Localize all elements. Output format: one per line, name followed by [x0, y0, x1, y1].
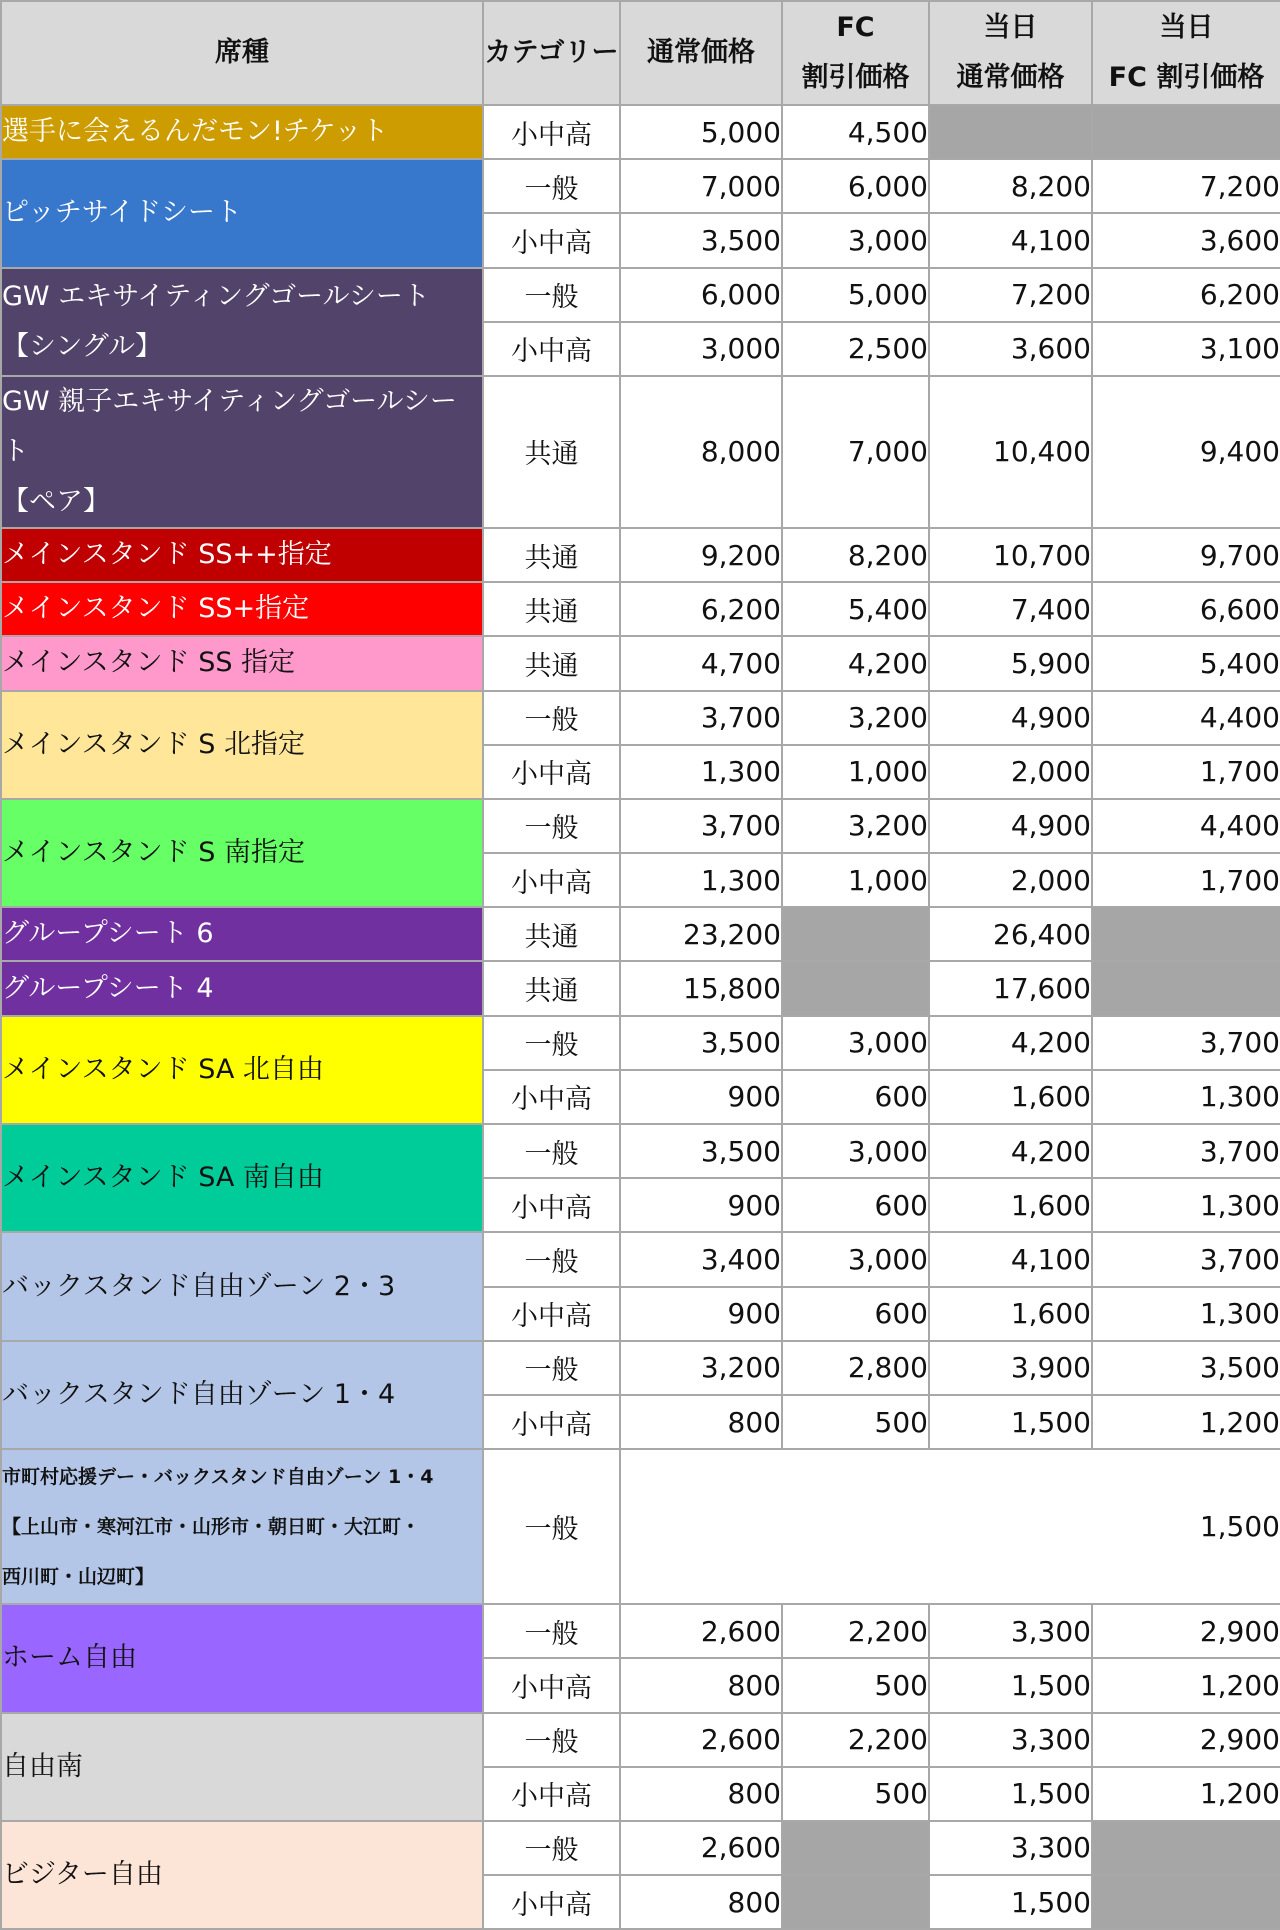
sameday-fc-price-cell: 9,400	[1092, 376, 1280, 528]
category-cell: 小中高	[483, 1658, 620, 1712]
header-sameday-regular	[929, 1, 1092, 105]
regular-price-cell: 7,000	[620, 159, 782, 213]
table-row	[1, 1016, 1280, 1070]
seat-type-label: メインスタンド S 南指定	[2, 837, 305, 869]
sameday-regular-price-cell: 17,600	[929, 961, 1092, 1015]
header-fc-line1: FC	[836, 12, 875, 43]
seat-type-cell	[1, 1449, 483, 1604]
seat-type-label: 【シングル】	[2, 330, 162, 362]
fc-price-cell: 2,200	[782, 1604, 929, 1658]
category-cell: 小中高	[483, 853, 620, 907]
sameday-regular-price-cell: 26,400	[929, 907, 1092, 961]
fc-price-cell: 2,200	[782, 1713, 929, 1767]
sameday-regular-price-cell: 4,200	[929, 1124, 1092, 1178]
table-row	[1, 582, 1280, 636]
header-category: カテゴリー	[483, 1, 620, 105]
seat-type-label: 【ペア】	[2, 485, 110, 517]
sameday-fc-price-cell: 1,300	[1092, 1070, 1280, 1124]
header-row	[1, 1, 1280, 105]
fc-price-cell: 3,000	[782, 1016, 929, 1070]
fc-price-cell: 5,000	[782, 268, 929, 322]
seat-type-label: バックスタンド自由ゾーン 1・4	[2, 1378, 396, 1410]
seat-type-cell	[1, 799, 483, 907]
table-row	[1, 799, 1280, 853]
fc-price-cell: 1,000	[782, 853, 929, 907]
category-cell: 一般	[483, 159, 620, 213]
seat-type-label: ビジター自由	[2, 1859, 163, 1891]
seat-type-cell	[1, 376, 483, 528]
fc-price-cell: 7,000	[782, 376, 929, 528]
sameday-fc-price-cell: 1,700	[1092, 745, 1280, 799]
regular-price-cell: 3,200	[620, 1341, 782, 1395]
regular-price-cell: 2,600	[620, 1821, 782, 1875]
sameday-fc-price-cell: 1,200	[1092, 1395, 1280, 1449]
sameday-regular-price-cell: 7,200	[929, 268, 1092, 322]
seat-type-label: ピッチサイドシート	[2, 197, 243, 229]
seat-type-cell	[1, 528, 483, 582]
sameday-regular-price-cell: 1,500	[929, 1395, 1092, 1449]
regular-price-cell: 3,500	[620, 213, 782, 267]
sameday-fc-price-cell: 3,600	[1092, 213, 1280, 267]
regular-price-cell: 800	[620, 1875, 782, 1929]
table-row	[1, 961, 1280, 1015]
seat-type-label: メインスタンド SA 南自由	[2, 1162, 324, 1194]
category-cell: 共通	[483, 376, 620, 528]
regular-price-cell: 8,000	[620, 376, 782, 528]
sameday-regular-price-cell: 7,400	[929, 582, 1092, 636]
table-row	[1, 1124, 1280, 1178]
sameday-regular-price-cell: 4,200	[929, 1016, 1092, 1070]
regular-price-cell: 900	[620, 1287, 782, 1341]
header-fc-discount	[782, 1, 929, 105]
header-sameday-fc-line2: FC 割引価格	[1108, 62, 1265, 93]
seat-type-label: メインスタンド SS 指定	[2, 647, 296, 679]
regular-price-cell: 3,000	[620, 322, 782, 376]
unavailable-cell	[782, 1875, 929, 1929]
seat-type-label: 選手に会えるんだモン!チケット	[2, 116, 389, 148]
category-cell: 一般	[483, 1713, 620, 1767]
header-sameday-fc	[1092, 1, 1280, 105]
regular-price-cell: 3,700	[620, 799, 782, 853]
regular-price-cell: 1,300	[620, 745, 782, 799]
sameday-regular-price-cell: 1,600	[929, 1070, 1092, 1124]
regular-price-cell: 5,000	[620, 105, 782, 159]
regular-price-cell: 3,700	[620, 691, 782, 745]
seat-type-label: メインスタンド S 北指定	[2, 728, 305, 760]
sameday-fc-price-cell: 3,500	[1092, 1341, 1280, 1395]
seat-type-label: 市町村応援デー・バックスタンド自由ゾーン 1・4	[2, 1465, 434, 1488]
regular-price-cell: 9,200	[620, 528, 782, 582]
regular-price-cell: 3,500	[620, 1016, 782, 1070]
sameday-fc-price-cell: 2,900	[1092, 1604, 1280, 1658]
category-cell: 共通	[483, 636, 620, 690]
seat-type-label: グループシート 4	[2, 972, 214, 1004]
unavailable-cell	[1092, 907, 1280, 961]
regular-price-cell: 15,800	[620, 961, 782, 1015]
seat-type-cell	[1, 691, 483, 799]
sameday-regular-price-cell: 2,000	[929, 853, 1092, 907]
category-cell: 一般	[483, 691, 620, 745]
fc-price-cell: 3,000	[782, 213, 929, 267]
sameday-regular-price-cell: 4,100	[929, 213, 1092, 267]
regular-price-cell: 3,400	[620, 1232, 782, 1286]
fc-price-cell: 2,800	[782, 1341, 929, 1395]
unavailable-cell	[1092, 105, 1280, 159]
category-cell: 一般	[483, 1821, 620, 1875]
category-cell: 共通	[483, 961, 620, 1015]
seat-type-cell	[1, 159, 483, 267]
table-row	[1, 907, 1280, 961]
table-row	[1, 1821, 1280, 1875]
seat-type-cell	[1, 1124, 483, 1232]
sameday-regular-price-cell: 1,500	[929, 1658, 1092, 1712]
seat-type-label: グループシート 6	[2, 918, 214, 950]
header-fc-line2: 割引価格	[801, 62, 910, 93]
regular-price-cell: 800	[620, 1395, 782, 1449]
sameday-fc-price-cell: 6,600	[1092, 582, 1280, 636]
category-cell: 一般	[483, 1604, 620, 1658]
sameday-regular-price-cell: 4,900	[929, 799, 1092, 853]
seat-type-cell	[1, 582, 483, 636]
sameday-regular-price-cell: 3,300	[929, 1821, 1092, 1875]
fc-price-cell: 600	[782, 1178, 929, 1232]
seat-type-cell	[1, 1232, 483, 1340]
category-cell: 一般	[483, 1341, 620, 1395]
category-cell: 一般	[483, 799, 620, 853]
table-row	[1, 376, 1280, 528]
sameday-fc-price-cell: 1,300	[1092, 1287, 1280, 1341]
sameday-regular-price-cell: 4,900	[929, 691, 1092, 745]
category-cell: 小中高	[483, 1070, 620, 1124]
unavailable-cell	[782, 961, 929, 1015]
sameday-regular-price-cell: 4,100	[929, 1232, 1092, 1286]
fc-price-cell: 1,000	[782, 745, 929, 799]
table-row	[1, 691, 1280, 745]
header-sameday-regular-line1: 当日	[983, 12, 1038, 43]
seat-type-label: バックスタンド自由ゾーン 2・3	[2, 1270, 396, 1302]
fc-price-cell: 500	[782, 1395, 929, 1449]
seat-type-label: メインスタンド SS++指定	[2, 539, 332, 571]
sameday-fc-price-cell: 4,400	[1092, 691, 1280, 745]
regular-price-cell: 900	[620, 1178, 782, 1232]
category-cell: 一般	[483, 1016, 620, 1070]
fc-price-cell: 600	[782, 1287, 929, 1341]
header-seat: 席種	[1, 1, 483, 105]
regular-price-cell: 6,000	[620, 268, 782, 322]
regular-price-cell: 1,300	[620, 853, 782, 907]
table-row	[1, 1232, 1280, 1286]
seat-type-label: ホーム自由	[2, 1642, 137, 1674]
seat-type-label: 【上山市・寒河江市・山形市・朝日町・大江町・	[2, 1515, 421, 1538]
unavailable-cell	[1092, 1875, 1280, 1929]
regular-price-cell: 4,700	[620, 636, 782, 690]
unavailable-cell	[1092, 1821, 1280, 1875]
table-row	[1, 1604, 1280, 1658]
table-row	[1, 636, 1280, 690]
sameday-regular-price-cell: 3,600	[929, 322, 1092, 376]
header-regular-price: 通常価格	[620, 1, 782, 105]
table-row	[1, 1713, 1280, 1767]
category-cell: 一般	[483, 268, 620, 322]
regular-price-cell: 2,600	[620, 1604, 782, 1658]
seat-type-label: メインスタンド SA 北自由	[2, 1053, 324, 1085]
table-row	[1, 1449, 1280, 1604]
category-cell: 小中高	[483, 1767, 620, 1821]
category-cell: 一般	[483, 1449, 620, 1604]
sameday-fc-price-cell: 9,700	[1092, 528, 1280, 582]
fc-price-cell: 3,000	[782, 1232, 929, 1286]
sameday-fc-price-cell: 1,200	[1092, 1658, 1280, 1712]
category-cell: 共通	[483, 582, 620, 636]
seat-type-label: メインスタンド SS+指定	[2, 593, 310, 625]
sameday-regular-price-cell: 2,000	[929, 745, 1092, 799]
seat-type-cell	[1, 1821, 483, 1929]
fc-price-cell: 3,200	[782, 691, 929, 745]
category-cell: 小中高	[483, 213, 620, 267]
table-row	[1, 528, 1280, 582]
category-cell: 小中高	[483, 1178, 620, 1232]
seat-type-cell	[1, 1016, 483, 1124]
sameday-regular-price-cell: 3,300	[929, 1713, 1092, 1767]
unavailable-cell	[1092, 961, 1280, 1015]
seat-type-label: 西川町・山辺町】	[2, 1565, 155, 1588]
fc-price-cell: 500	[782, 1658, 929, 1712]
sameday-fc-price-cell: 1,700	[1092, 853, 1280, 907]
unavailable-cell	[929, 105, 1092, 159]
header-sameday-regular-line2: 通常価格	[956, 62, 1065, 93]
fc-price-cell: 4,200	[782, 636, 929, 690]
unavailable-cell	[782, 907, 929, 961]
sameday-fc-price-cell: 3,700	[1092, 1016, 1280, 1070]
seat-type-cell	[1, 268, 483, 376]
sameday-fc-price-cell: 3,100	[1092, 322, 1280, 376]
sameday-fc-price-cell: 2,900	[1092, 1713, 1280, 1767]
sameday-fc-price-cell: 3,700	[1092, 1124, 1280, 1178]
seat-type-label: GW エキサイティングゴールシート	[2, 280, 430, 312]
sameday-regular-price-cell: 10,700	[929, 528, 1092, 582]
sameday-fc-price-cell: 7,200	[1092, 159, 1280, 213]
sameday-fc-price-cell: 5,400	[1092, 636, 1280, 690]
seat-type-label: GW 親子エキサイティングゴールシート	[2, 385, 457, 467]
table-row	[1, 159, 1280, 213]
seat-type-label: 自由南	[2, 1750, 83, 1782]
category-cell: 一般	[483, 1124, 620, 1178]
sameday-fc-price-cell: 1,200	[1092, 1767, 1280, 1821]
seat-type-cell	[1, 907, 483, 961]
fc-price-cell: 8,200	[782, 528, 929, 582]
category-cell: 一般	[483, 1232, 620, 1286]
category-cell: 小中高	[483, 1395, 620, 1449]
sameday-regular-price-cell: 3,900	[929, 1341, 1092, 1395]
sameday-fc-price-cell: 1,500	[620, 1449, 1280, 1604]
regular-price-cell: 2,600	[620, 1713, 782, 1767]
price-table-body	[1, 105, 1280, 1929]
seat-type-cell	[1, 636, 483, 690]
seat-type-cell	[1, 961, 483, 1015]
fc-price-cell: 5,400	[782, 582, 929, 636]
header-sameday-fc-line1: 当日	[1159, 12, 1214, 43]
regular-price-cell: 23,200	[620, 907, 782, 961]
regular-price-cell: 6,200	[620, 582, 782, 636]
sameday-regular-price-cell: 3,300	[929, 1604, 1092, 1658]
sameday-regular-price-cell: 5,900	[929, 636, 1092, 690]
seat-type-cell	[1, 1341, 483, 1449]
seat-type-cell	[1, 105, 483, 159]
fc-price-cell: 3,000	[782, 1124, 929, 1178]
seat-type-cell	[1, 1604, 483, 1712]
sameday-regular-price-cell: 1,600	[929, 1287, 1092, 1341]
sameday-regular-price-cell: 8,200	[929, 159, 1092, 213]
sameday-fc-price-cell: 6,200	[1092, 268, 1280, 322]
sameday-regular-price-cell: 10,400	[929, 376, 1092, 528]
table-row	[1, 105, 1280, 159]
fc-price-cell: 600	[782, 1070, 929, 1124]
regular-price-cell: 800	[620, 1658, 782, 1712]
category-cell: 小中高	[483, 322, 620, 376]
category-cell: 小中高	[483, 1287, 620, 1341]
category-cell: 共通	[483, 907, 620, 961]
category-cell: 小中高	[483, 105, 620, 159]
regular-price-cell: 3,500	[620, 1124, 782, 1178]
regular-price-cell: 900	[620, 1070, 782, 1124]
table-row	[1, 1341, 1280, 1395]
category-cell: 小中高	[483, 1875, 620, 1929]
sameday-regular-price-cell: 1,600	[929, 1178, 1092, 1232]
category-cell: 共通	[483, 528, 620, 582]
fc-price-cell: 2,500	[782, 322, 929, 376]
fc-price-cell: 500	[782, 1767, 929, 1821]
sameday-fc-price-cell: 3,700	[1092, 1232, 1280, 1286]
sameday-regular-price-cell: 1,500	[929, 1875, 1092, 1929]
seat-type-cell	[1, 1713, 483, 1821]
fc-price-cell: 4,500	[782, 105, 929, 159]
sameday-regular-price-cell: 1,500	[929, 1767, 1092, 1821]
regular-price-cell: 800	[620, 1767, 782, 1821]
sameday-fc-price-cell: 1,300	[1092, 1178, 1280, 1232]
unavailable-cell	[782, 1821, 929, 1875]
fc-price-cell: 6,000	[782, 159, 929, 213]
fc-price-cell: 3,200	[782, 799, 929, 853]
sameday-fc-price-cell: 4,400	[1092, 799, 1280, 853]
category-cell: 小中高	[483, 745, 620, 799]
table-row	[1, 268, 1280, 322]
